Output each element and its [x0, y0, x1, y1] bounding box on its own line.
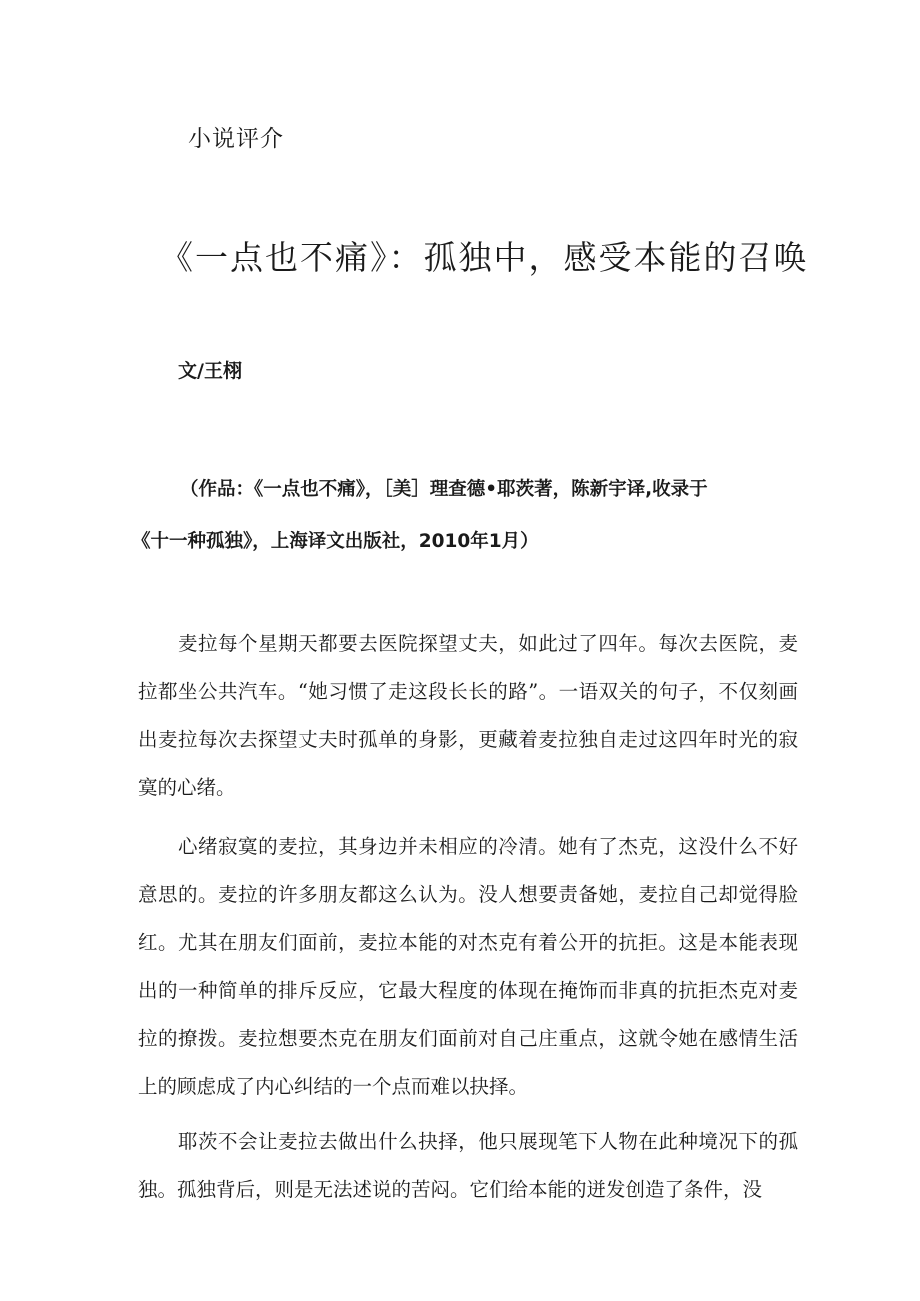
section-label: 小说评介 [188, 126, 284, 152]
body-paragraph-1: 麦拉每个星期天都要去医院探望丈夫，如此过了四年。每次去医院，麦拉都坐公共汽车。“她习惯了走这段长长的路”。一语双关的句子，不仅刻画出麦拉每次去探望丈夫时孤单的身影，更藏着麦拉独自走过这四年时光的寂寞的心绪。 [138, 632, 798, 799]
author-byline: 文/王栩 [178, 360, 242, 382]
source-note-line-1: （作品：《一点也不痛》，［美］理查德•耶茨著，陈新宇译,收录于 [180, 479, 708, 500]
article-title: 《一点也不痛》：孤独中，感受本能的召唤 [160, 238, 809, 277]
body-paragraph-3: 耶茨不会让麦拉去做出什么抉择，他只展现笔下人物在此种境况下的孤独。孤独背后，则是无法述说的苦闷。它们给本能的迸发创造了条件，没 [138, 1130, 798, 1201]
source-note [132, 464, 802, 568]
body-paragraph-2: 心绪寂寞的麦拉，其身边并未相应的冷清。她有了杰克，这没什么不好意思的。麦拉的许多朋友都这么认为。没人想要责备她，麦拉自己却觉得脸红。尤其在朋友们面前，麦拉本能的对杰克有着公开的抗拒。这是本能表现出的一种简单的排斥反应，它最大程度的体现在掩饰而非真的抗拒杰克对麦拉的撩拨。麦拉想要杰克在朋友们面前对自己庄重点，这就令她在感情生活上的顾虑成了内心纠结的一个点而难以抉择。 [138, 835, 798, 1098]
source-note-line-2: 《十一种孤独》，上海译文出版社，2010年1月） [132, 531, 539, 552]
